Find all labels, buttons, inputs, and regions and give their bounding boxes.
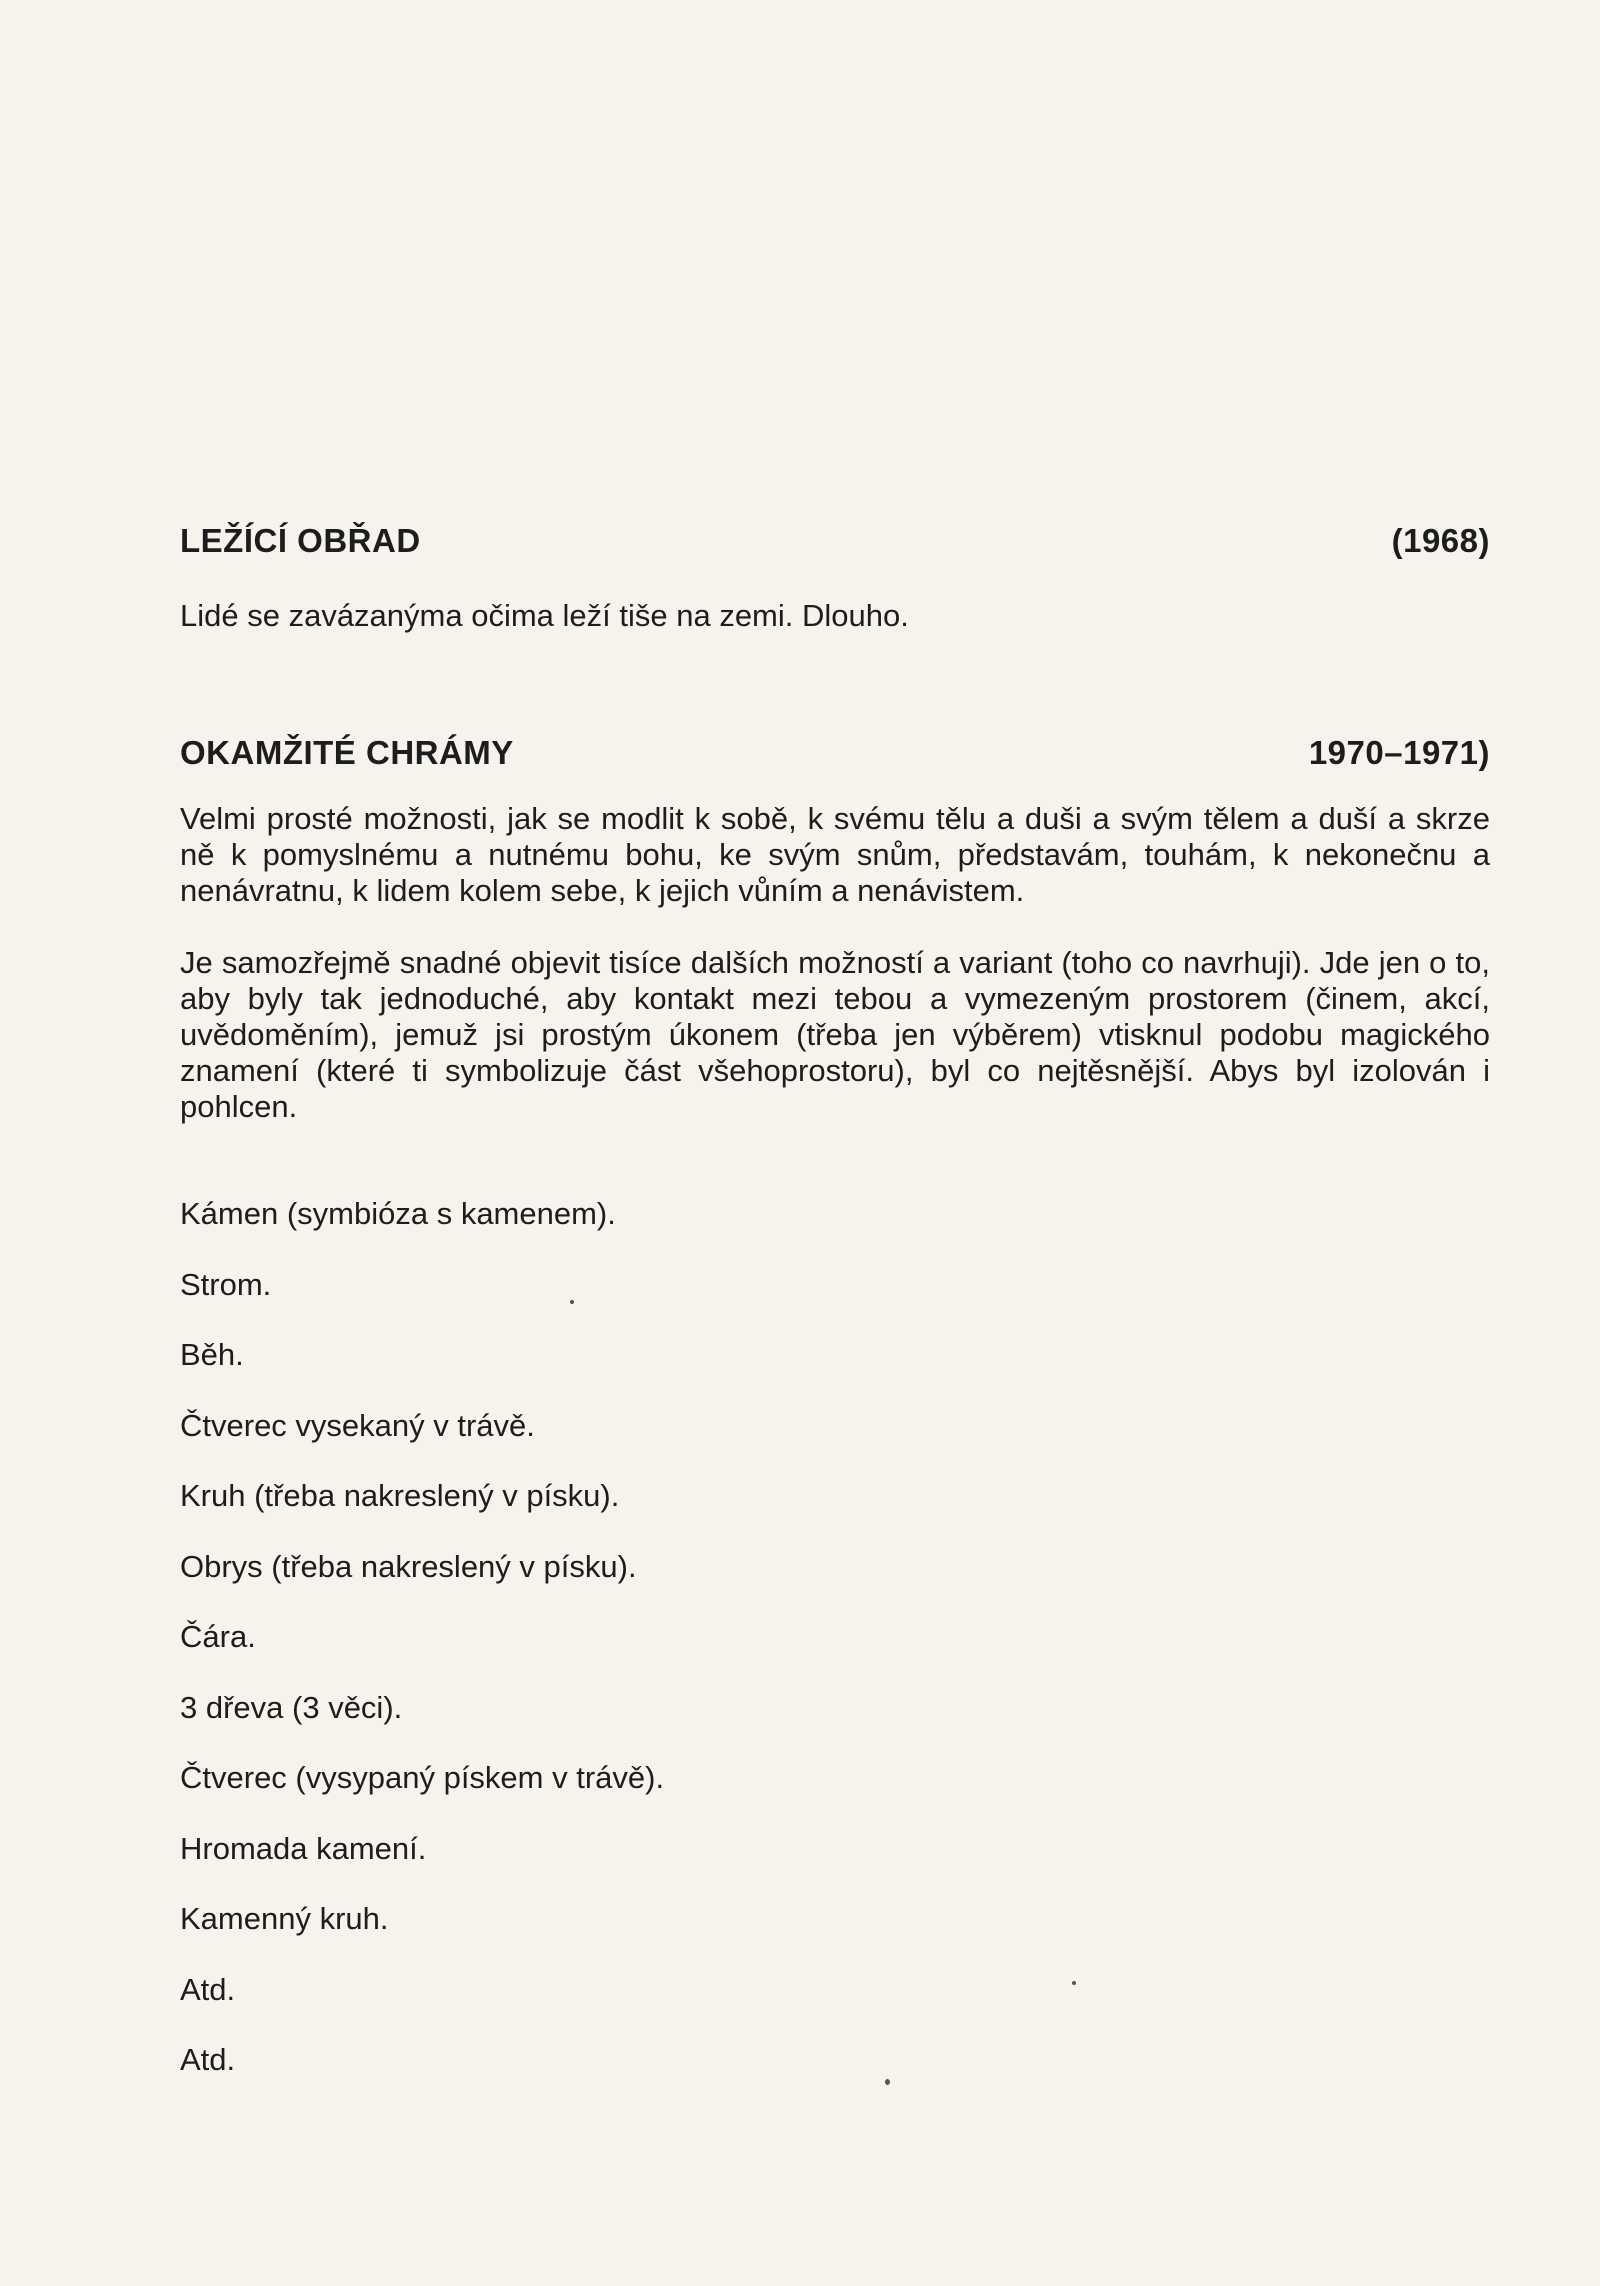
section-heading-okamzite-chramy: [180, 734, 1490, 772]
section-year: (1968): [1391, 522, 1490, 559]
list-item: Hromada kamení.: [180, 1830, 427, 1866]
paper-speck: [570, 1300, 574, 1304]
list-item: Atd.: [180, 1971, 236, 2007]
list-item: Strom.: [180, 1266, 272, 1302]
list-item: Čtverec (vysypaný pískem v trávě).: [180, 1760, 665, 1795]
paper-speck: [885, 2079, 890, 2085]
list-item: Kamenný kruh.: [180, 1901, 389, 1936]
list-item: Čtverec vysekaný v trávě.: [180, 1407, 535, 1443]
section-title: LEŽÍCÍ OBŘAD: [180, 522, 421, 559]
list-item: Atd.: [180, 2042, 236, 2077]
section-text: Lidé se zavázanýma očima leží tiše na zemi. Dlouho.: [180, 598, 909, 633]
paper-speck: [1072, 1981, 1076, 1985]
section-year: 1970–1971): [1308, 734, 1490, 771]
list-item: Obrys (třeba nakreslený v písku).: [180, 1548, 637, 1584]
section-title: OKAMŽITÉ CHRÁMY: [180, 734, 514, 771]
list-item: Kámen (symbióza s kamenem).: [180, 1196, 616, 1231]
item-list: [180, 1196, 664, 2113]
list-item: Kruh (třeba nakreslený v písku).: [180, 1478, 620, 1513]
paragraph: Je samozřejmě snadné objevit tisíce dalších možností a variant (toho co navrhuji). Jde jen o to, aby byly tak jednoduché, aby kontakt mezi tebou a vymezeným prostorem (činem, akcí, uvědoměním), jemuž jsi prostým úkonem (třeba jen výběrem) vtisknul podobu magického znamení (které ti symbolizuje část všehoprostoru), byl co nejtěsnější. Abys byl izolován i pohlcen.: [180, 945, 1490, 1124]
section-heading-lezici-obrad: [180, 522, 1490, 560]
list-item: Čára.: [180, 1619, 256, 1654]
list-item: Běh.: [180, 1337, 244, 1372]
paragraph: Velmi prosté možnosti, jak se modlit k sobě, k svému tělu a duši a svým tělem a duší a skrze ně k pomyslnému a nutnému bohu, ke svým snům, představám, touhám, k nekonečnu a nenávratnu, k lidem kolem sebe, k jejich vůním a nenávistem.: [180, 801, 1490, 908]
list-item: 3 dřeva (3 věci).: [180, 1689, 403, 1725]
